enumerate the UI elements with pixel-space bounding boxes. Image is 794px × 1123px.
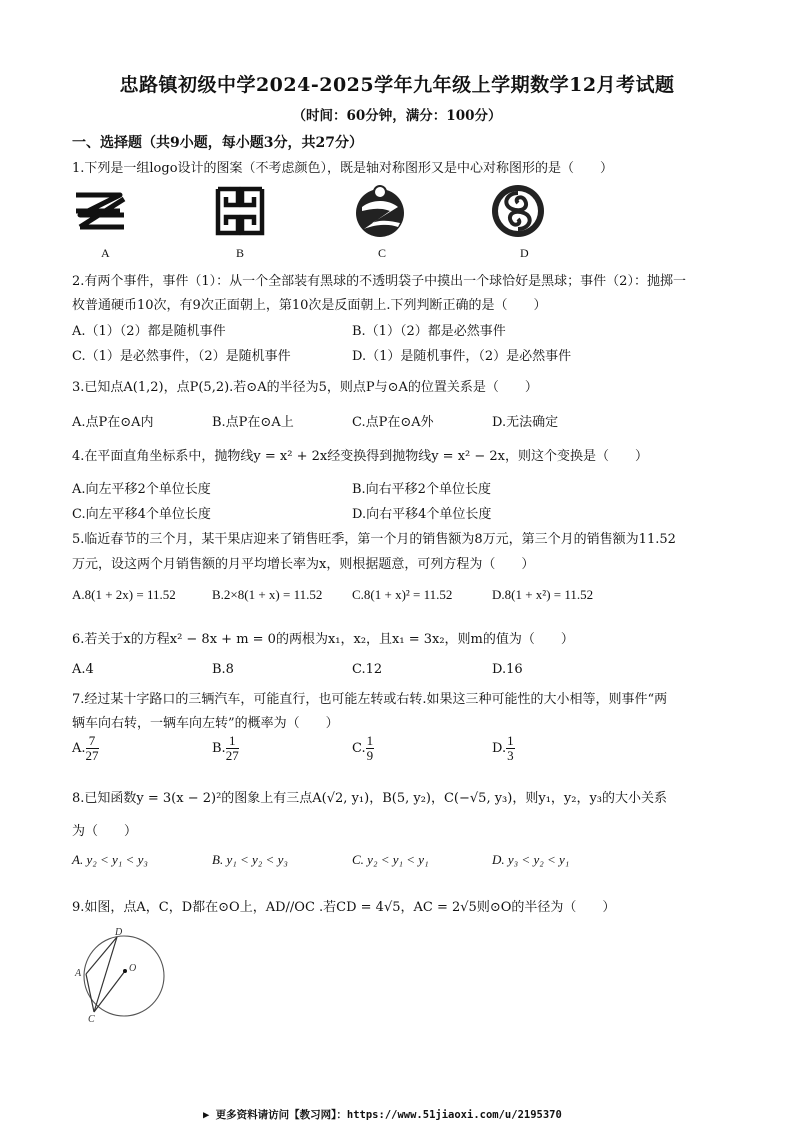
section-heading: 一、选择题（共9小题，每小题3分，共27分） [72, 135, 363, 151]
q7-option-c-numerator: 1 [366, 733, 374, 748]
q6-stem: 6.若关于x的方程x² − 8x + m = 0的两根为x₁，x₂，且x₁ = 3x₂，则m的值为（ ） [72, 632, 574, 647]
q9-segment-dc [94, 937, 117, 1012]
q8-option-a: A. y₂ < y₁ < y₃ [72, 852, 148, 867]
logo-circle-z-icon [352, 183, 408, 239]
q7-option-d-numerator: 1 [507, 733, 514, 748]
q5-stem-line1: 5.临近春节的三个月，某干果店迎来了销售旺季，第一个月的销售额为8万元，第三个月的销售额为11.52 [72, 532, 676, 547]
q3-option-d: D.无法确定 [492, 415, 559, 430]
logo-circle-swirl-icon [490, 183, 546, 239]
q8-option-c: C. y₂ < y₁ < y₁ [352, 852, 429, 867]
q6-option-a: A.4 [72, 662, 94, 677]
q1-stem: 1.下列是一组logo设计的图案（不考虑颜色），既是轴对称图形又是中心对称图形的是（ ） [72, 161, 614, 176]
q4-option-c: C.向左平移4个单位长度 [72, 507, 211, 522]
q6-option-b: B.8 [212, 662, 234, 677]
q4-stem: 4.在平面直角坐标系中，抛物线y = x² + 2x经变换得到抛物线y = x² − 2x，则这个变换是（ ） [72, 449, 649, 464]
q9-stem: 9.如图，点A，C，D都在⊙O上，AD//OC .若CD = 4√5，AC = 2√5则⊙O的半径为（ ） [72, 900, 616, 915]
q5-stem-line2: 万元，设这两个月销售额的月平均增长率为x，则根据题意，可列方程为（ ） [72, 557, 535, 572]
q7-option-d-denominator: 3 [507, 748, 514, 763]
q2-option-c: C.（1）是必然事件，（2）是随机事件 [72, 349, 291, 364]
q5-option-b: B.2×8(1 + x) = 11.52 [212, 587, 323, 602]
q7-option-b-denominator: 27 [225, 748, 239, 763]
exam-subtitle: （时间：60分钟，满分：100分） [292, 108, 502, 124]
q2-stem-line1: 2.有两个事件，事件（1）：从一个全部装有黑球的不透明袋子中摸出一个球恰好是黑球；事件（2）：抛掷一 [72, 274, 686, 289]
q4-option-d: D.向右平移4个单位长度 [352, 507, 492, 522]
q8-stem-line2: 为（ ） [72, 824, 138, 839]
q7-option-b [212, 734, 239, 763]
q1-label-c: C [378, 246, 387, 260]
q7-option-a-denominator: 27 [85, 748, 99, 763]
q9-circle-figure [72, 924, 172, 1024]
q1-label-b: B [236, 246, 245, 260]
q6-option-c: C.12 [352, 662, 383, 677]
q7-option-d-prefix: D. [492, 741, 507, 756]
q9-label-d: D [115, 927, 123, 938]
q6-option-d: D.16 [492, 662, 523, 677]
logo-crossed-bands-icon [72, 183, 128, 239]
q3-option-b: B.点P在⊙A上 [212, 415, 294, 430]
q2-option-a: A.（1）（2）都是随机事件 [72, 324, 226, 339]
q9-point-o [123, 969, 127, 973]
q7-stem-line2: 辆车向右转，一辆车向左转”的概率为（ ） [72, 716, 339, 731]
exam-title: 忠路镇初级中学2024-2025学年九年级上学期数学12月考试题 [119, 74, 675, 96]
q7-stem-line1: 7.经过某十字路口的三辆汽车，可能直行，也可能左转或右转.如果这三种可能性的大小相等，则事件“两 [72, 692, 668, 707]
q7-option-d [492, 734, 515, 763]
q8-stem-line1: 8.已知函数y = 3(x − 2)²的图象上有三点A(√2, y₁)，B(5, y₂)，C(−√5, y₃)，则y₁，y₂，y₃的大小关系 [72, 791, 668, 806]
q8-option-d: D. y₃ < y₂ < y₁ [492, 852, 570, 867]
q1-label-d: D [520, 246, 529, 260]
q5-option-d: D.8(1 + x²) = 11.52 [492, 587, 594, 602]
footer-link[interactable]: ▶ 更多资料请访问【教习网】：https://www.51jiaoxi.com/u/2195370 [203, 1109, 562, 1121]
q9-label-a: A [75, 968, 82, 979]
q7-option-b-prefix: B. [212, 741, 226, 756]
q2-stem-line2: 枚普通硬币10次，有9次正面朝上，第10次是反面朝上.下列判断正确的是（ ） [72, 298, 547, 313]
q7-option-a-prefix: A. [72, 741, 86, 756]
q7-option-c-denominator: 9 [366, 748, 374, 763]
q9-label-c: C [88, 1014, 95, 1024]
q7-option-b-numerator: 1 [226, 734, 239, 749]
q4-option-a: A.向左平移2个单位长度 [72, 482, 211, 497]
q2-option-d: D.（1）是随机事件，（2）是必然事件 [352, 349, 572, 364]
q9-segment-oc [94, 971, 125, 1012]
q5-option-c: C.8(1 + x)² = 11.52 [352, 587, 453, 602]
q4-option-b: B.向右平移2个单位长度 [352, 482, 491, 497]
q7-option-c [352, 734, 374, 763]
q2-option-b: B.（1）（2）都是必然事件 [352, 324, 506, 339]
q9-label-o: O [129, 963, 137, 974]
q7-option-a [72, 734, 99, 763]
q7-option-c-prefix: C. [352, 741, 366, 756]
q3-stem: 3.已知点A(1,2)，点P(5,2).若⊙A的半径为5，则点P与⊙A的位置关系是（ ） [72, 380, 538, 395]
q5-option-a: A.8(1 + 2x) = 11.52 [72, 587, 176, 602]
q1-label-a: A [101, 246, 110, 260]
q3-option-c: C.点P在⊙A外 [352, 415, 434, 430]
q3-option-a: A.点P在⊙A内 [72, 415, 154, 430]
q7-option-a-numerator: 7 [86, 734, 99, 749]
logo-square-meander-icon [212, 183, 268, 239]
q8-option-b: B. y₁ < y₂ < y₃ [212, 852, 288, 867]
